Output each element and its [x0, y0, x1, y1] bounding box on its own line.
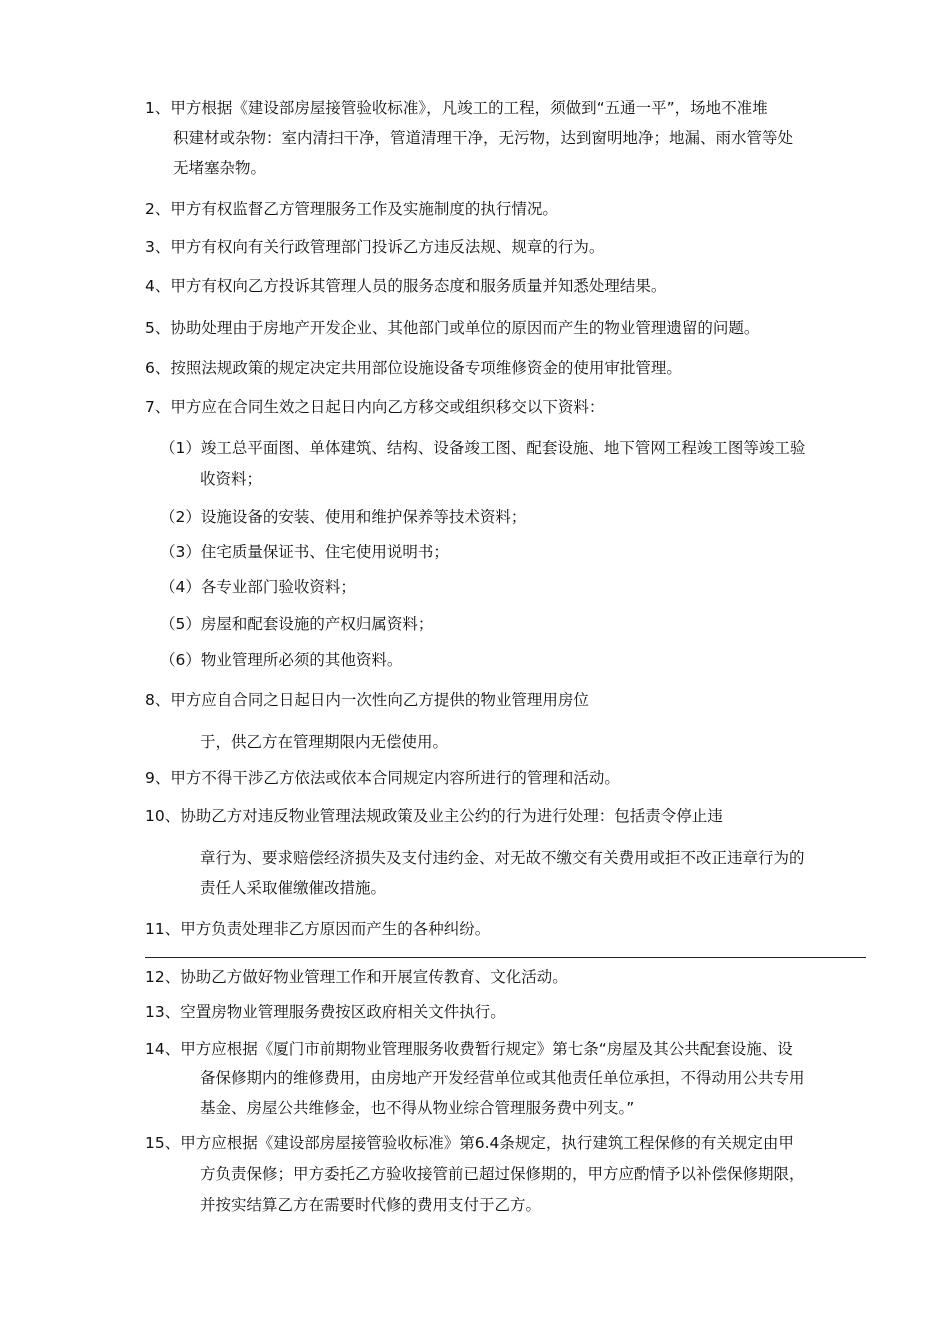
text-line: 13、空置房物业管理服务费按区政府相关文件执行。	[145, 1003, 506, 1021]
text-line: 3、甲方有权向有关行政管理部门投诉乙方违反法规、规章的行为。	[145, 238, 605, 256]
text-line: 15、甲方应根据《建设部房屋接管验收标准》第6.4条规定，执行建筑工程保修的有关规定由甲	[145, 1134, 794, 1152]
text-line: 12、协助乙方做好物业管理工作和开展宣传教育、文化活动。	[145, 968, 568, 986]
text-line: 积建材或杂物：室内清扫干净，管道清理干净，无污物，达到窗明地净；地漏、雨水管等处	[173, 129, 794, 147]
text-line: 7、甲方应在合同生效之日起日内向乙方移交或组织移交以下资料：	[145, 398, 605, 416]
text-line: 方负责保修；甲方委托乙方验收接管前已超过保修期的，甲方应酌情予以补偿保修期限，	[200, 1165, 805, 1183]
text-line: 1、甲方根据《建设部房屋接管验收标准》，凡竣工的工程，须做到“五通一平”，场地不准堆	[145, 99, 768, 117]
text-line: 无堵塞杂物。	[173, 159, 267, 177]
text-line: （5）房屋和配套设施的产权归属资料；	[160, 615, 434, 633]
text-line: 8、甲方应自合同之日起日内一次性向乙方提供的物业管理用房位	[145, 691, 589, 709]
text-line: （6）物业管理所必须的其他资料。	[160, 651, 403, 669]
text-line: 5、协助处理由于房地产开发企业、其他部门或单位的原因而产生的物业管理遗留的问题。	[145, 319, 760, 337]
text-line: 并按实结算乙方在需要时代修的费用支付于乙方。	[200, 1196, 542, 1214]
text-line: 14、甲方应根据《厦门市前期物业管理服务收费暂行规定》第七条“房屋及其公共配套设施、设	[145, 1040, 793, 1058]
text-line: （4）各专业部门验收资料；	[160, 578, 356, 596]
text-line: （2）设施设备的安装、使用和维护保养等技术资料；	[160, 508, 527, 526]
text-line: 9、甲方不得干涉乙方依法或依本合同规定内容所进行的管理和活动。	[145, 769, 620, 787]
text-line: 4、甲方有权向乙方投诉其管理人员的服务态度和服务质量并知悉处理结果。	[145, 277, 667, 295]
text-line: 2、甲方有权监督乙方管理服务工作及实施制度的执行情况。	[145, 200, 558, 218]
text-line: 章行为、要求赔偿经济损失及支付违约金、对无故不缴交有关费用或拒不改正违章行为的	[200, 849, 805, 867]
text-line: 责任人采取催缴催改措施。	[200, 879, 387, 897]
text-line: 10、协助乙方对违反物业管理法规政策及业主公约的行为进行处理：包括责令停止违	[145, 807, 723, 825]
text-line: 于，供乙方在管理期限内无偿使用。	[200, 733, 449, 751]
text-line: （3）住宅质量保证书、住宅使用说明书；	[160, 543, 449, 561]
text-line: 11、甲方负责处理非乙方原因而产生的各种纠纷。	[145, 920, 491, 938]
text-line: 基金、房屋公共维修金，也不得从物业综合管理服务费中列支。”	[200, 1099, 635, 1117]
text-line: 6、按照法规政策的规定决定共用部位设施设备专项维修资金的使用审批管理。	[145, 359, 682, 377]
text-line: 备保修期内的维修费用，由房地产开发经营单位或其他责任单位承担，不得动用公共专用	[200, 1069, 805, 1087]
divider-line	[145, 957, 866, 958]
text-line: （1）竣工总平面图、单体建筑、结构、设备竣工图、配套设施、地下管网工程竣工图等竣工验	[160, 439, 806, 457]
text-line: 收资料；	[200, 470, 263, 488]
